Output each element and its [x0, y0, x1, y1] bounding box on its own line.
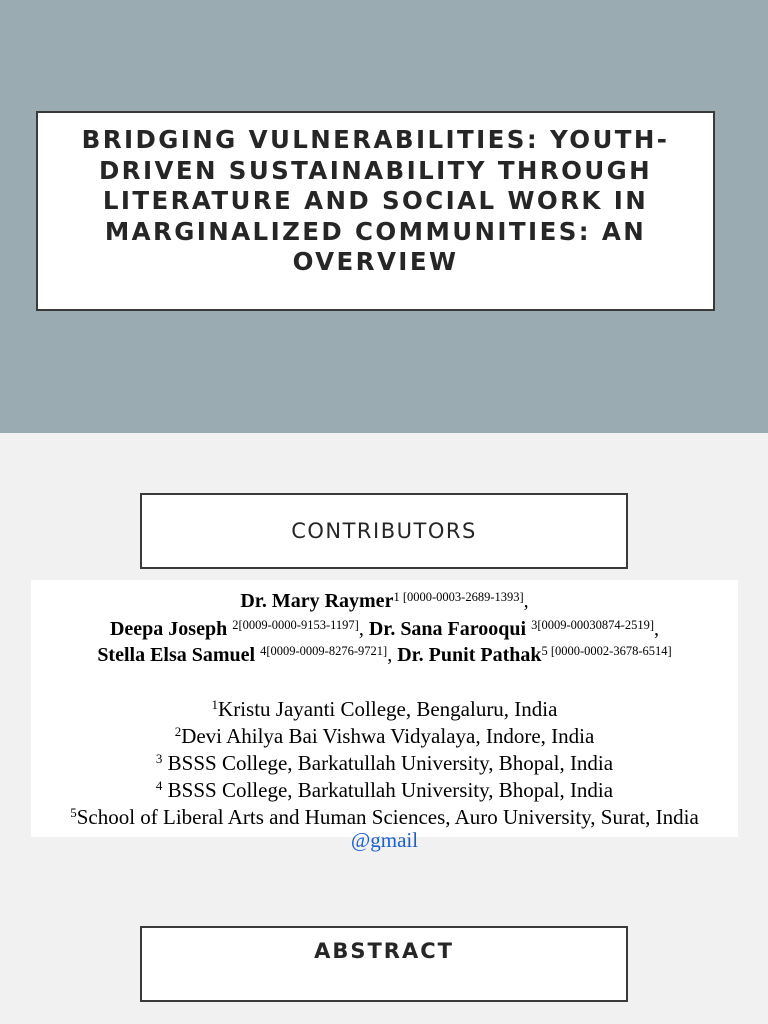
affiliation-5 [31, 805, 738, 830]
author-separator: , [654, 618, 659, 640]
author-orcid: [0009-00030874-2519] [537, 618, 654, 632]
author-orcid: [0009-0000-9153-1197] [238, 618, 359, 632]
author-name: Deepa Joseph [109, 618, 233, 640]
author-sup: 5 [541, 644, 548, 658]
abstract-box [140, 926, 628, 1002]
affiliation-text: School of Liberal Arts and Human Sciences, Auro University, Surat, India [76, 805, 699, 829]
affiliation-sup: 2 [174, 724, 182, 739]
author-sup: 1 [393, 590, 400, 604]
author-line-2 [31, 618, 738, 641]
author-separator: , [358, 618, 364, 640]
affiliation-2 [31, 724, 738, 749]
affiliation-sup: 5 [70, 805, 77, 820]
affiliation-text: Kristu Jayanti College, Bengaluru, India [218, 697, 558, 721]
author-line-1 [31, 590, 738, 613]
author-line-3 [31, 644, 738, 667]
affiliation-text: BSSS College, Barkatullah University, Bhopal, India [162, 751, 614, 775]
affiliation-text: BSSS College, Barkatullah University, Bhopal, India [162, 778, 614, 802]
affiliation-4 [31, 778, 738, 803]
author-orcid: [0000-0003-2689-1393] [399, 590, 524, 604]
contributors-box [140, 493, 628, 569]
abstract-heading: ABSTRACT [314, 939, 454, 963]
author-name: Dr. Punit Pathak [392, 644, 542, 666]
affiliation-sup: 4 [155, 778, 163, 793]
title-box [36, 111, 715, 311]
affiliation-sup: 1 [211, 697, 219, 712]
author-separator: , [387, 644, 393, 666]
affiliation-text: Devi Ahilya Bai Vishwa Vidyalaya, Indore, India [181, 724, 595, 748]
affiliation-1 [31, 697, 738, 722]
contributors-heading: CONTRIBUTORS [291, 519, 477, 543]
author-name: Dr. Sana Farooqui [363, 618, 532, 640]
affiliation-3 [31, 751, 738, 776]
author-affiliations-image [31, 580, 738, 852]
author-separator: , [523, 590, 529, 612]
author-orcid: [0000-0002-3678-6514] [547, 644, 672, 658]
title-band [0, 0, 768, 433]
author-name: Stella Elsa Samuel [97, 644, 261, 666]
author-sup: 4 [260, 644, 267, 658]
author-sup: 3 [531, 618, 538, 632]
author-name: Dr. Mary Raymer [240, 590, 394, 612]
presentation-title: BRIDGING VULNERABILITIES: YOUTH-DRIVEN SUSTAINABILITY THROUGH LITERATURE AND SOCIAL WORK IN MARGINALIZED COMMUNITIES: AN OVERVIEW [81, 125, 670, 276]
author-sup: 2 [232, 618, 239, 632]
email-link[interactable]: @gmail [350, 828, 419, 852]
affiliation-sup: 3 [155, 751, 163, 766]
author-orcid: [0009-0009-8276-9721] [266, 644, 388, 658]
